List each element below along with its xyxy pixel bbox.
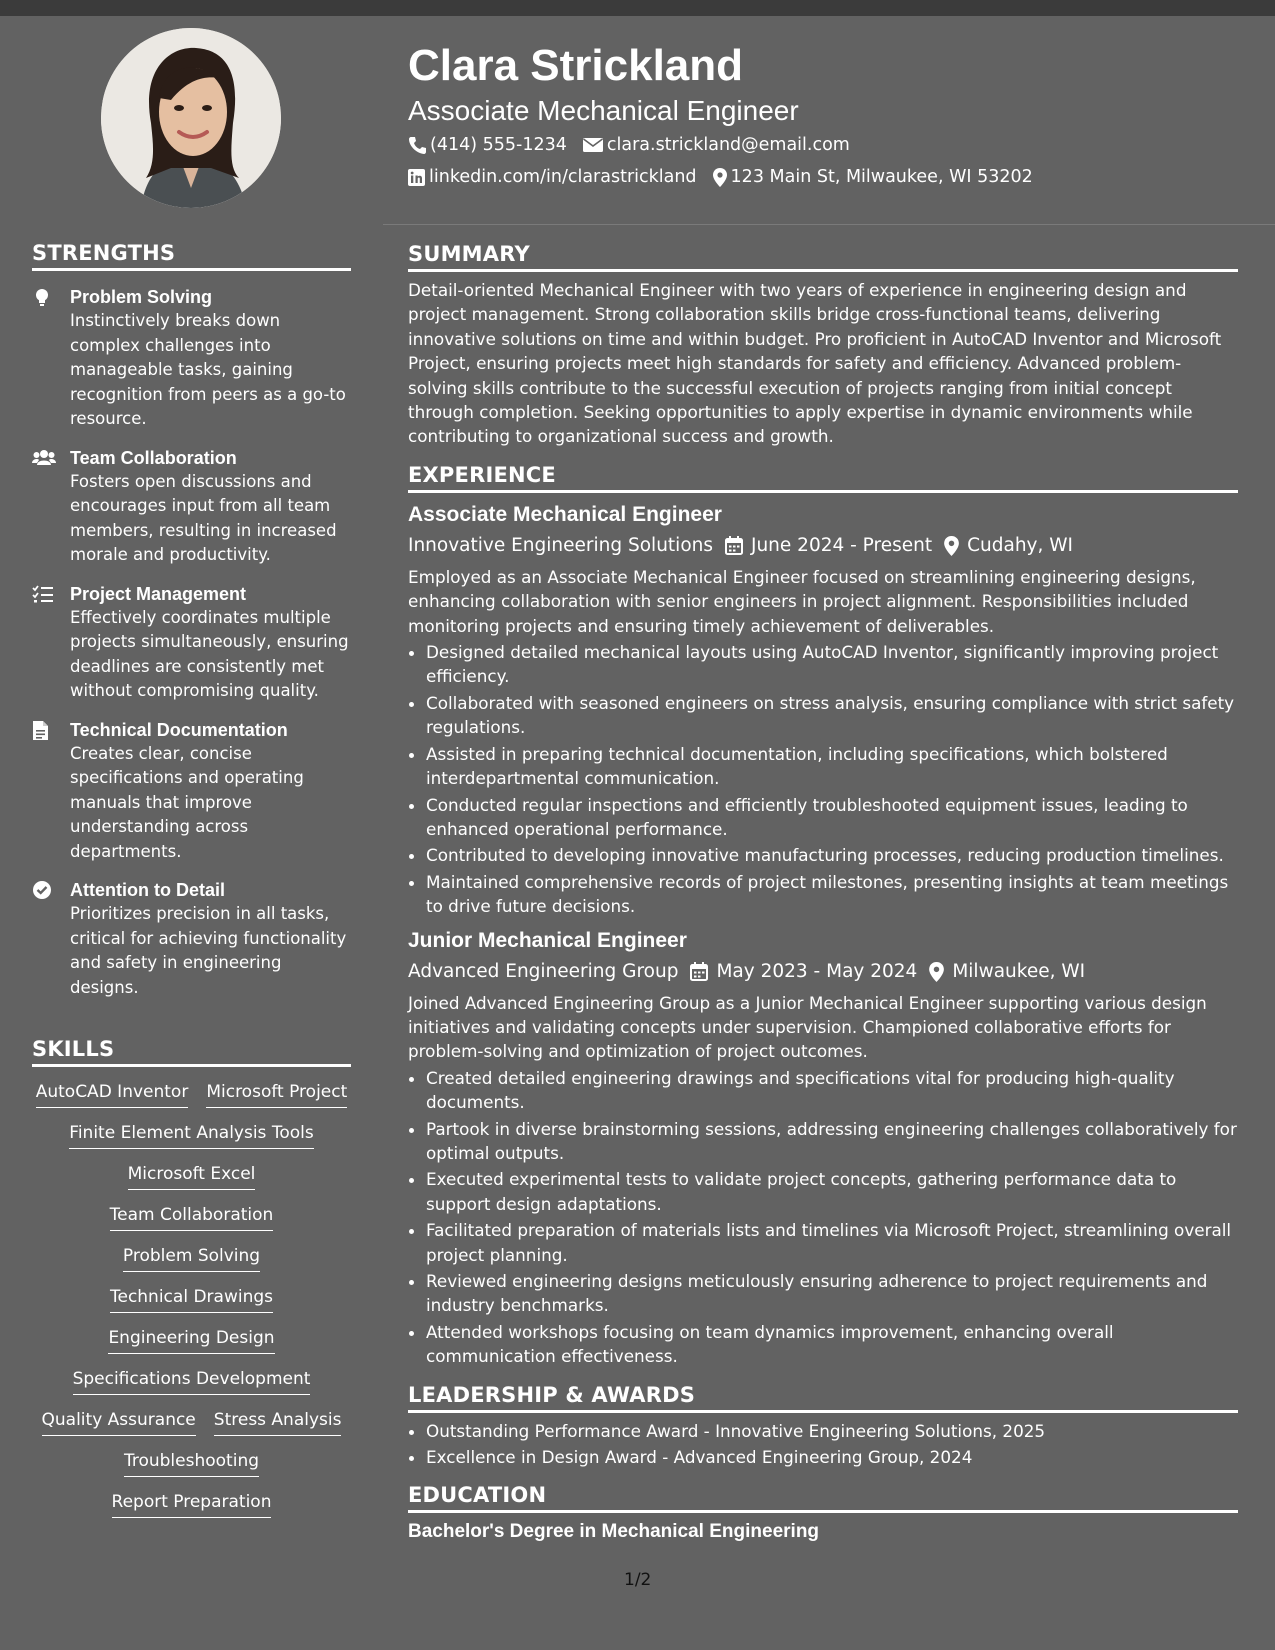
document-icon	[32, 718, 70, 865]
job-description: Joined Advanced Engineering Group as a Junior Mechanical Engineer supporting various design initiatives and validating concepts under supervision. Championed collaborative efforts for problem-solving and optimization of project outcomes.	[408, 992, 1207, 1062]
summary-section	[408, 242, 1238, 449]
skill-tag: Report Preparation	[112, 1490, 272, 1518]
job-bullet: • Maintained comprehensive records of project milestones, presenting insights at team meetings to drive future decisions.	[426, 870, 1238, 919]
skill-tag: Problem Solving	[123, 1244, 260, 1272]
job-dates: June 2024 - Present	[751, 534, 933, 556]
skill-tag: Microsoft Project	[206, 1080, 347, 1108]
job-bullet: • Executed experimental tests to validate project concepts, gathering performance data to support design adaptations.	[426, 1167, 1238, 1216]
map-pin-icon	[929, 962, 944, 982]
envelope-icon	[583, 137, 603, 153]
candidate-name: Clara Strickland	[408, 41, 744, 90]
awards-section	[408, 1383, 1238, 1470]
strength-description: Creates clear, concise specifications and operating manuals that improve understanding across departments.	[70, 743, 304, 861]
job-bullet: • Collaborated with seasoned engineers on stress analysis, ensuring compliance with strict safety regulations.	[426, 691, 1238, 740]
skill-tag: Microsoft Excel	[128, 1162, 256, 1190]
map-pin-icon	[944, 536, 959, 556]
job-description: Employed as an Associate Mechanical Engineer focused on streamlining engineering designs, enhancing collaboration with senior engineers in project alignment. Responsibilities included monitoring projects and ensuring timely achievement of deliverables.	[408, 566, 1196, 636]
skill-tag: Stress Analysis	[214, 1408, 342, 1436]
section-title-education: EDUCATION	[408, 1483, 1238, 1513]
job-bullets	[408, 640, 1238, 918]
skills-section	[32, 1037, 351, 1518]
awards-list	[408, 1419, 1238, 1470]
experience-section	[408, 463, 1238, 1369]
job-bullet: • Created detailed engineering drawings and specifications vital for producing high-quality documents.	[426, 1066, 1238, 1115]
job-meta	[408, 958, 1238, 986]
header-divider	[383, 224, 1275, 225]
right-column	[408, 242, 1238, 1555]
strength-title: Project Management	[70, 583, 247, 604]
job-meta	[408, 532, 1238, 560]
skill-tag: Quality Assurance	[42, 1408, 196, 1436]
strength-item	[32, 878, 351, 1000]
top-bar	[0, 0, 1275, 16]
address-contact	[713, 164, 1033, 190]
calendar-icon	[690, 962, 708, 981]
map-pin-icon	[713, 168, 727, 187]
section-title-strengths: STRENGTHS	[32, 241, 351, 271]
strength-description: Effectively coordinates multiple projects simultaneously, ensuring deadlines are consistently met without compromising quality.	[70, 607, 349, 700]
page-number: 1/2	[624, 1570, 652, 1590]
strength-item	[32, 446, 351, 568]
job-location: Milwaukee, WI	[952, 960, 1086, 982]
job-bullet: • Conducted regular inspections and efficiently troubleshooted equipment issues, leading to enhanced operational performance.	[426, 793, 1238, 842]
skill-tag: Team Collaboration	[110, 1203, 274, 1231]
job-dates: May 2023 - May 2024	[716, 960, 918, 982]
company-name: Innovative Engineering Solutions	[408, 534, 713, 556]
job-bullet: • Partook in diverse brainstorming sessions, addressing engineering challenges collaboratively for optimal outputs.	[426, 1117, 1238, 1166]
lightbulb-icon	[32, 285, 70, 432]
address-text: 123 Main St, Milwaukee, WI 53202	[730, 167, 1033, 187]
skill-tag: Engineering Design	[108, 1326, 274, 1354]
skill-tag: Specifications Development	[73, 1367, 311, 1395]
profile-photo	[101, 28, 281, 208]
job-bullet: • Attended workshops focusing on team dynamics improvement, enhancing overall communication effectiveness.	[426, 1320, 1238, 1369]
job-bullet: • Facilitated preparation of materials lists and timelines via Microsoft Project, streamlining overall project planning.	[426, 1218, 1238, 1267]
skill-tag: Finite Element Analysis Tools	[69, 1121, 313, 1149]
job-bullet: • Reviewed engineering designs meticulously ensuring adherence to project requirements and industry benchmarks.	[426, 1269, 1238, 1318]
skill-tag: Technical Drawings	[110, 1285, 273, 1313]
users-icon	[32, 446, 70, 568]
strength-item	[32, 285, 351, 432]
award-item: • Outstanding Performance Award - Innovative Engineering Solutions, 2025	[426, 1419, 1238, 1443]
strength-description: Prioritizes precision in all tasks, critical for achieving functionality and safety in engineering designs.	[70, 904, 347, 997]
section-title-skills: SKILLS	[32, 1037, 351, 1067]
strength-title: Problem Solving	[70, 287, 213, 307]
strength-item	[32, 582, 351, 704]
strength-item	[32, 718, 351, 865]
job-location: Cudahy, WI	[967, 534, 1074, 556]
contact-row	[408, 132, 1238, 158]
resume-header	[408, 38, 1238, 190]
strength-title: Technical Documentation	[70, 719, 288, 740]
summary-text: Detail-oriented Mechanical Engineer with two years of experience in engineering design and project management. Strong collaboration skills bridge cross-functional teams, delivering innovative solutions on time and within budget. Pro proficient in AutoCAD Inventor and Microsoft Project, ensuring projects meet high standards for safety and efficiency. Advanced problem-solving skills contribute to the successful execution of projects ranging from initial concept through completion. Seeking opportunities to apply expertise in dynamic environments while contributing to organizational success and growth.	[408, 280, 1222, 447]
job-title: Associate Mechanical Engineer	[408, 502, 722, 526]
phone-icon	[408, 136, 426, 154]
section-title-summary: SUMMARY	[408, 242, 1238, 272]
candidate-title: Associate Mechanical Engineer	[408, 95, 799, 126]
job-bullet: • Contributed to developing innovative manufacturing processes, reducing production timelines.	[426, 843, 1238, 867]
strength-title: Team Collaboration	[70, 447, 237, 468]
linkedin-icon	[408, 169, 425, 186]
phone-number: (414) 555-1234	[430, 135, 567, 155]
strength-title: Attention to Detail	[70, 880, 225, 900]
skill-tag: AutoCAD Inventor	[36, 1080, 189, 1108]
contact-row	[408, 164, 1238, 190]
company-name: Advanced Engineering Group	[408, 960, 679, 982]
job-bullet: • Designed detailed mechanical layouts using AutoCAD Inventor, significantly improving project efficiency.	[426, 640, 1238, 689]
job-title: Junior Mechanical Engineer	[408, 928, 687, 952]
section-title-experience: EXPERIENCE	[408, 463, 1238, 493]
skills-list	[32, 1080, 351, 1518]
award-item: • Excellence in Design Award - Advanced Engineering Group, 2024	[426, 1445, 1238, 1469]
email-address[interactable]: clara.strickland@email.com	[606, 135, 850, 155]
job-bullets	[408, 1066, 1238, 1369]
strength-description: Fosters open discussions and encourages input from all team members, resulting in increased morale and productivity.	[70, 471, 337, 564]
linkedin-contact[interactable]	[408, 164, 697, 190]
degree-title: Bachelor's Degree in Mechanical Engineering	[408, 1521, 820, 1543]
section-title-awards: LEADERSHIP & AWARDS	[408, 1383, 1238, 1413]
education-section	[408, 1483, 1238, 1545]
job-entry	[408, 927, 1238, 1369]
linkedin-url[interactable]: linkedin.com/in/clarastrickland	[429, 167, 697, 187]
job-entry	[408, 501, 1238, 919]
email-contact[interactable]	[583, 132, 850, 158]
phone-contact	[408, 132, 567, 158]
check-circle-icon	[32, 878, 70, 1000]
strengths-section	[32, 241, 351, 1000]
job-bullet: • Assisted in preparing technical documentation, including specifications, which bolstered interdepartmental communication.	[426, 742, 1238, 791]
skill-tag: Troubleshooting	[124, 1449, 259, 1477]
task-list-icon	[32, 582, 70, 704]
strength-description: Instinctively breaks down complex challenges into manageable tasks, gaining recognition from peers as a go-to resource.	[70, 311, 346, 428]
calendar-icon	[725, 536, 743, 555]
